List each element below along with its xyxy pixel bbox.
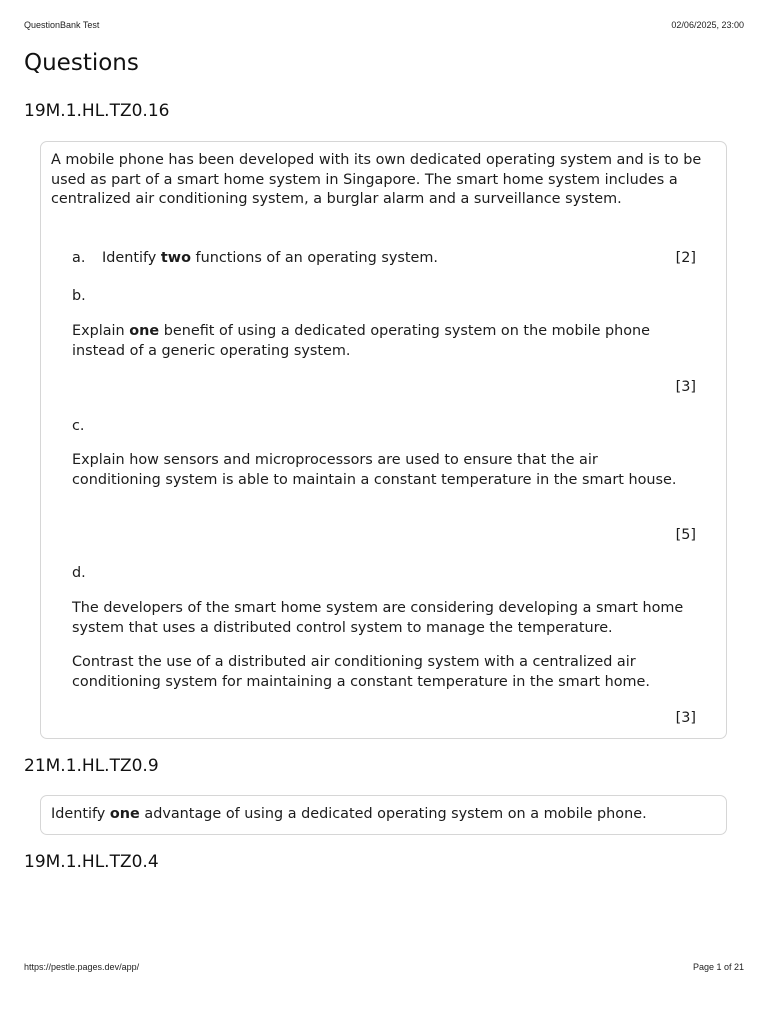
part-text: The developers of the smart home system are considering developing a smart home system that uses a distributed control system to manage the temperature. <box>72 600 684 636</box>
question-intro: A mobile phone has been developed with its own dedicated operating system and is to be used as part of a smart home system in Singapore. The smart home system includes a centralized air conditioning system, a burglar alarm and a surveillance system. <box>51 152 702 207</box>
question-id: 21M.1.HL.TZ0.9 <box>24 756 159 776</box>
part-marks: [5] <box>675 527 696 543</box>
print-header-title: QuestionBank Test <box>24 20 100 30</box>
question-id: 19M.1.HL.TZ0.16 <box>24 101 170 121</box>
part-text: Identify two functions of an operating system. <box>102 250 438 266</box>
part-label: b. <box>72 288 86 304</box>
part-label: d. <box>72 565 86 581</box>
footer-url: https://pestle.pages.dev/app/ <box>24 962 140 972</box>
question-id: 19M.1.HL.TZ0.4 <box>24 852 159 872</box>
page-number: Page 1 of 21 <box>692 962 744 972</box>
page-title: Questions <box>24 50 139 76</box>
print-footer <box>24 962 744 972</box>
part-label: a. <box>72 250 86 266</box>
part-marks: [2] <box>675 250 696 266</box>
part-label: c. <box>72 418 85 434</box>
question-text: Identify one advantage of using a dedicated operating system on a mobile phone. <box>51 806 647 822</box>
part-text: Explain one benefit of using a dedicated operating system on the mobile phone instead of a generic operating system. <box>72 323 651 359</box>
part-marks: [3] <box>675 710 696 726</box>
question-card <box>40 795 727 835</box>
part-text: Explain how sensors and microprocessors are used to ensure that the air conditioning system is able to maintain a constant temperature in the smart house. <box>72 452 677 488</box>
print-header <box>24 20 744 30</box>
print-header-datetime: 02/06/2025, 23:00 <box>671 20 744 30</box>
part-marks: [3] <box>675 379 696 395</box>
part-text: Contrast the use of a distributed air conditioning system with a centralized air conditioning system for maintaining a constant temperature in the smart home. <box>72 654 650 690</box>
question-card <box>40 141 727 739</box>
